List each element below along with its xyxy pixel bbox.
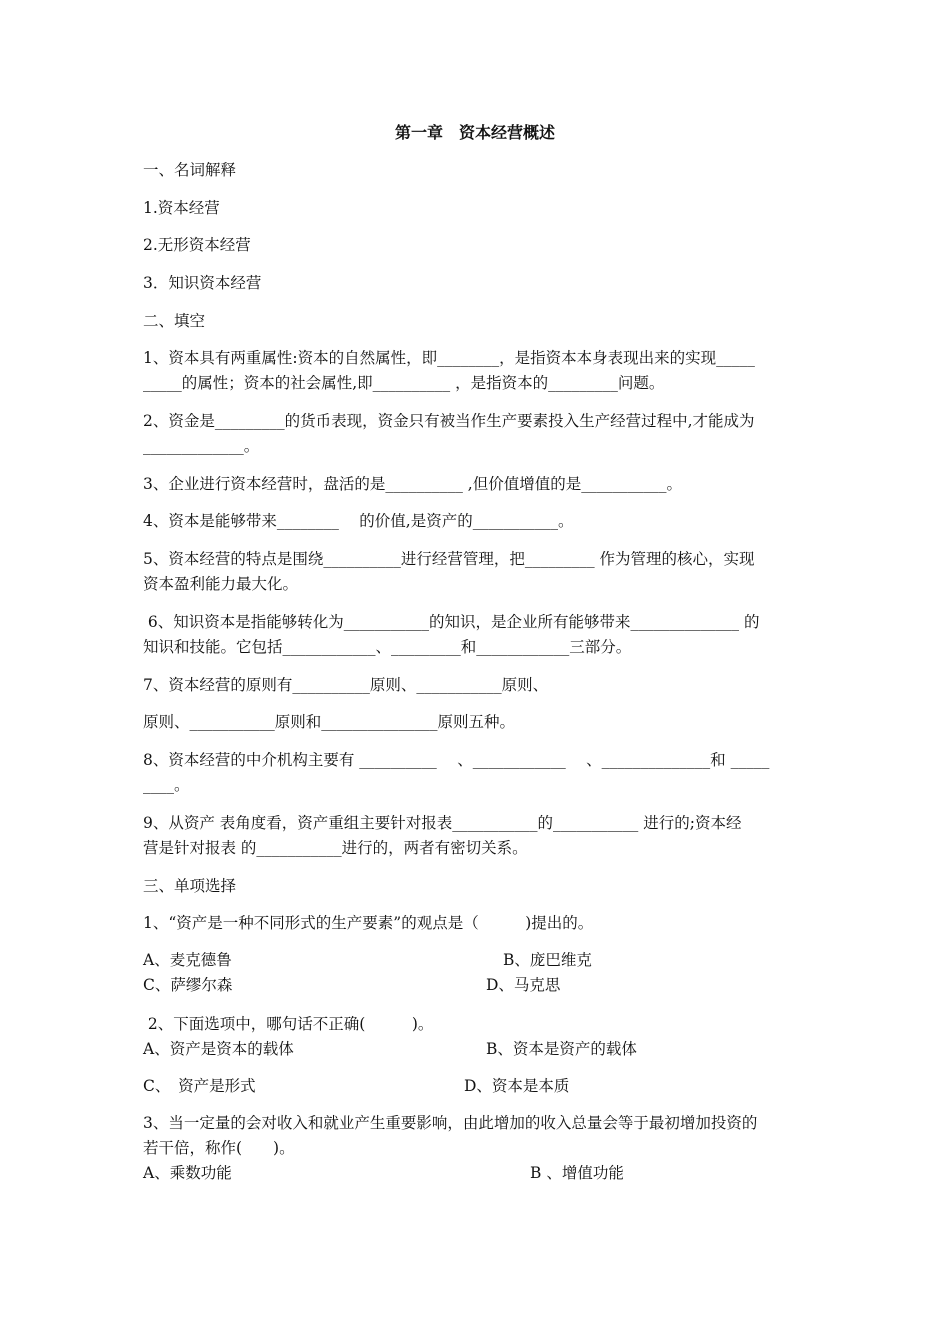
fill-question-line: 2、资金是_________的货币表现，资金只有被当作生产要素投入生产经营过程中,才能成为 — [143, 412, 755, 430]
choice-option: B、资本是资产的载体 — [486, 1040, 637, 1058]
fill-question-line: 9、从资产 表角度看，资产重组主要针对报表___________的___________ 进行的;资本经 — [143, 814, 742, 832]
fill-question-line: 原则、___________原则和_______________原则五种。 — [143, 713, 516, 731]
fill-question-line: 3、企业进行资本经营时，盘活的是__________ ,但价值增值的是___________。 — [143, 475, 682, 493]
fill-question-line: 7、资本经营的原则有__________原则、___________原则、 — [143, 676, 549, 694]
choice-option: D、资本是本质 — [464, 1077, 570, 1095]
choice-option: A、资产是资本的载体 — [143, 1040, 294, 1058]
term-item: 3．知识资本经营 — [143, 274, 262, 292]
choice-option: A、麦克德鲁 — [143, 951, 232, 969]
section-heading-terms: 一、名词解释 — [143, 161, 237, 179]
choice-question: 1、“资产是一种不同形式的生产要素”的观点是（ )提出的。 — [143, 914, 594, 932]
section-heading-choice: 三、单项选择 — [143, 877, 237, 895]
page-title: 第一章 资本经营概述 — [394, 123, 555, 142]
choice-option: B、庞巴维克 — [503, 951, 592, 969]
fill-question-line: 8、资本经营的中介机构主要有 __________ 、____________ 、______________和 _____ — [143, 751, 770, 769]
choice-question: 2、下面选项中，哪句话不正确( )。 — [143, 1015, 434, 1033]
choice-option: C、萨缪尔森 — [143, 976, 233, 994]
fill-question-line: 资本盈利能力最大化。 — [143, 575, 299, 593]
term-item: 1.资本经营 — [143, 199, 220, 217]
fill-question-line: _____________。 — [143, 437, 260, 455]
fill-question-line: 知识和技能。它包括____________、_________和____________三部分。 — [143, 638, 632, 656]
section-heading-fill: 二、填空 — [143, 312, 206, 330]
choice-question-line: 若干倍，称作( )。 — [143, 1139, 295, 1157]
fill-question-line: 6、知识资本是指能够转化为___________的知识，是企业所有能够带来______________ 的 — [143, 613, 760, 631]
fill-question-line: ____。 — [143, 776, 190, 794]
term-item: 2.无形资本经营 — [143, 236, 251, 254]
choice-option: D、马克思 — [486, 976, 561, 994]
fill-question-line: 4、资本是能够带来________ 的价值,是资产的___________。 — [143, 512, 574, 530]
choice-option: B 、增值功能 — [530, 1164, 624, 1182]
fill-question-line: 5、资本经营的特点是围绕__________进行经营管理，把_________ 作为管理的核心，实现 — [143, 550, 755, 568]
fill-question-line: 营是针对报表 的___________进行的，两者有密切关系。 — [143, 839, 528, 857]
fill-question-line: _____的属性；资本的社会属性,即__________ ，是指资本的_________问题。 — [143, 374, 665, 392]
fill-question-line: 1、资本具有两重属性:资本的自然属性，即________，是指资本本身表现出来的实现_____ — [143, 349, 755, 367]
choice-question-line: 3、当一定量的会对收入和就业产生重要影响，由此增加的收入总量会等于最初增加投资的 — [143, 1114, 758, 1132]
choice-option: C、 资产是形式 — [143, 1077, 256, 1095]
choice-option: A、乘数功能 — [143, 1164, 232, 1182]
